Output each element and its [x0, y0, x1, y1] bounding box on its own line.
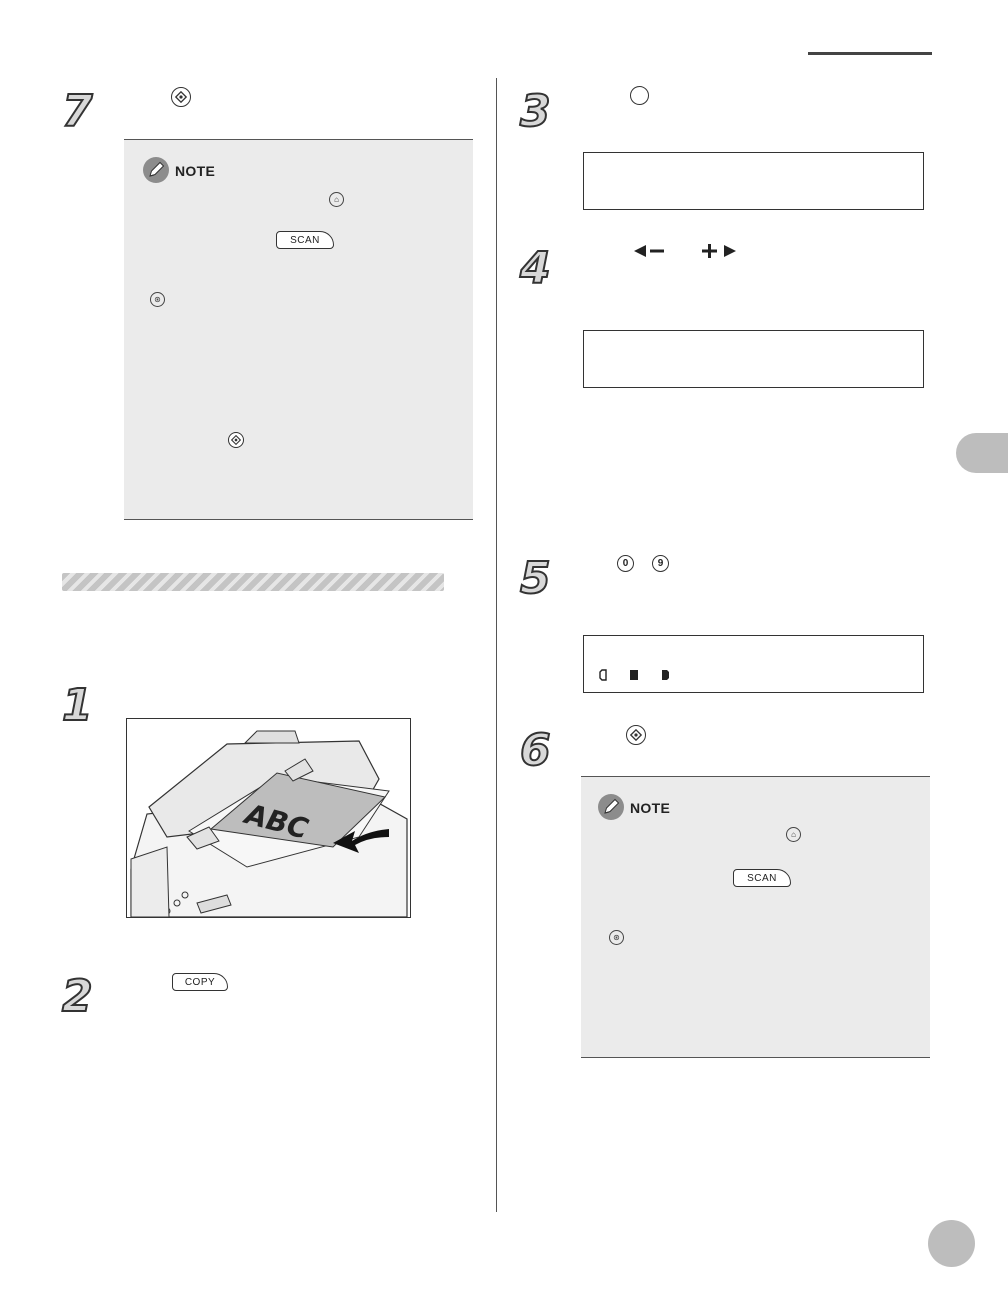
start-key-icon [171, 87, 191, 107]
note-pencil-icon [143, 157, 169, 183]
scan-key-icon-right: SCAN [733, 869, 791, 887]
scan-key-icon: SCAN [276, 231, 334, 249]
page-number-badge [928, 1220, 975, 1267]
start-key-icon-step6 [626, 725, 646, 745]
paper-label: ABC [241, 797, 312, 846]
header-rule [808, 52, 932, 55]
step-number-4: 4 [520, 243, 551, 294]
stop-reset-key-icon-right: ⊛ [609, 930, 624, 945]
energy-saver-key-icon-right: ⌂ [786, 827, 801, 842]
step-number-5: 5 [520, 553, 551, 604]
column-divider [496, 78, 497, 1212]
energy-saver-key-icon: ⌂ [329, 192, 344, 207]
menu-key-icon [630, 86, 649, 105]
note-pencil-icon-right [598, 794, 624, 820]
step-number-6: 6 [520, 725, 551, 776]
note-box-right [581, 776, 930, 1058]
step-number-2: 2 [62, 971, 93, 1022]
plus-right-arrow-icon [702, 243, 738, 264]
step-number-7: 7 [62, 86, 93, 137]
copy-key-icon: COPY [172, 973, 228, 991]
step-number-1: 1 [62, 680, 93, 731]
step-number-3: 3 [520, 86, 551, 137]
lcd-display-step5 [583, 635, 924, 693]
number-key-9: 9 [652, 555, 669, 572]
feeder-illustration [126, 718, 411, 918]
number-key-0: 0 [617, 555, 634, 572]
note-label-right: NOTE [630, 800, 671, 816]
lcd-display-step4 [583, 330, 924, 388]
lcd-display-step3 [583, 152, 924, 210]
chapter-tab [956, 433, 1008, 473]
left-minus-arrow-icon [634, 244, 668, 263]
note-label-left: NOTE [175, 163, 216, 179]
start-key-icon-note [228, 432, 244, 448]
section-heading-bar [62, 573, 444, 591]
note-box-left [124, 139, 473, 520]
density-scale-icon [598, 668, 688, 682]
stop-reset-key-icon: ⊛ [150, 292, 165, 307]
